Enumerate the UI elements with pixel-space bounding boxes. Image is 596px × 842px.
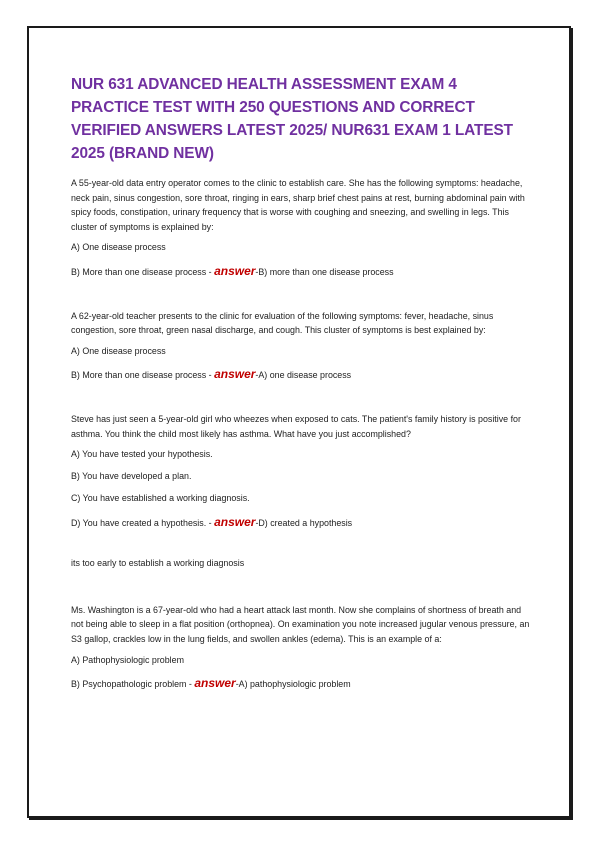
document-title: NUR 631 ADVANCED HEALTH ASSESSMENT EXAM 4 PRACTICE TEST WITH 250 QUESTIONS AND CORRECT VERIFIED ANSWERS LATEST 2025/ NUR631 EXAM 1 LATEST 2025 (BRAND NEW): [71, 76, 513, 162]
question-option: C) You have established a working diagnosis.: [71, 493, 250, 504]
question-block: [71, 176, 531, 280]
option-text: B) More than one disease process -: [71, 266, 215, 277]
question-option: A) You have tested your hypothesis.: [71, 449, 213, 460]
question-option: A) One disease process: [71, 345, 166, 356]
answer-line: [71, 515, 531, 531]
answer-text: -D) created a hypothesis: [255, 517, 353, 528]
question-option: A) One disease process: [71, 242, 166, 253]
answer-line: [71, 676, 531, 692]
question-block: [71, 309, 531, 383]
question-option: B) You have developed a plan.: [71, 471, 192, 482]
answer-label: answer: [214, 367, 256, 382]
question-block: [71, 603, 531, 692]
answer-text: -A) pathophysiologic problem: [235, 679, 351, 690]
answer-line: [71, 367, 531, 383]
answer-line: [71, 264, 531, 280]
question-stem: A 62-year-old teacher presents to the clinic for evaluation of the following symptoms: fever, headache, sinus congestion, sore throat, green nasal discharge, and cough. This cluster of symptoms is best explained by:: [71, 310, 494, 336]
option-text: B) More than one disease process -: [71, 370, 215, 381]
answer-label: answer: [194, 676, 236, 691]
answer-text: -A) one disease process: [255, 370, 352, 381]
question-stem: A 55-year-old data entry operator comes to the clinic to establish care. She has the following symptoms: headache, neck pain, sinus congestion, sore throat, ringing in ears, sharp brief chest pains at rest, burning abdominal pain with spicy foods, constipation, urinary frequency that is worse with coughing and sneezing, and swelling in legs. This cluster of symptoms is explained by:: [71, 178, 525, 232]
answer-text: -B) more than one disease process: [255, 266, 394, 277]
question-stem: Ms. Washington is a 67-year-old who had a heart attack last month. Now she complains of shortness of breath and not being able to sleep in a flat position (orthopnea). On examination you note increased jugular venous pressure, an S3 gallop, crackles low in the lung fields, and swollen ankles (edema). This is an example of a:: [71, 604, 530, 645]
answer-label: answer: [214, 514, 256, 529]
question-stem: Steve has just seen a 5-year-old girl who wheezes when exposed to cats. The patient's family history is positive for asthma. You think the child most likely has asthma. What have you just accomplished?: [71, 413, 521, 439]
answer-label: answer: [214, 263, 256, 278]
option-text: D) You have created a hypothesis. -: [71, 517, 215, 528]
rationale-note: its too early to establish a working diagnosis: [71, 558, 245, 569]
question-block: [71, 412, 531, 571]
document-body: [71, 73, 531, 692]
option-text: B) Psychopathologic problem -: [71, 679, 195, 690]
question-option: A) Pathophysiologic problem: [71, 654, 184, 665]
